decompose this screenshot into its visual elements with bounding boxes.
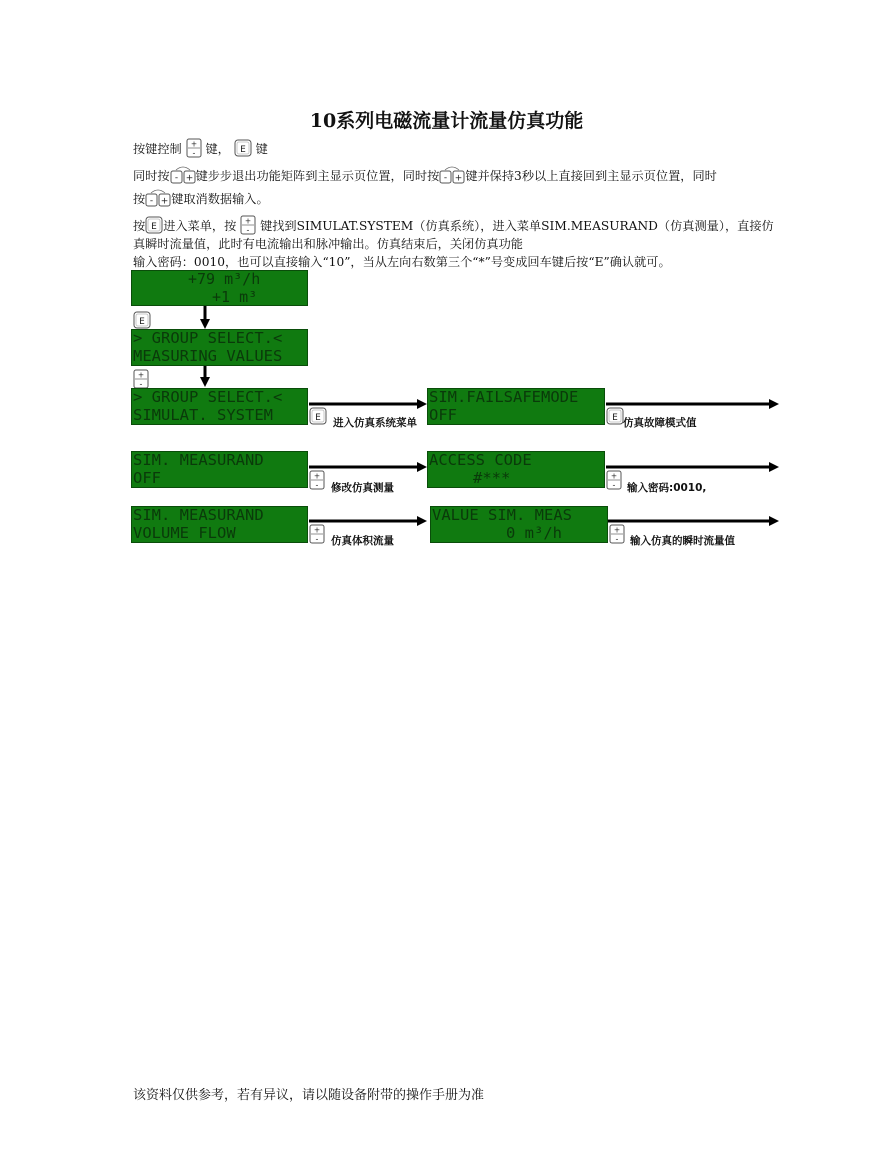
lcd-value-sim-meas xyxy=(430,506,608,543)
footer-disclaimer: 该资料仅供参考，若有异议，请以随设备附带的操作手册为准 xyxy=(133,1088,485,1103)
caption-modify-measurand: 修改仿真测量 xyxy=(331,482,394,494)
lcd-row-1: > GROUP SELECT.< xyxy=(133,329,283,347)
lcd-sim-failsafe xyxy=(427,388,605,425)
lcd-sim-measurand-volume xyxy=(131,506,308,543)
svg-text:-: - xyxy=(444,173,448,183)
lcd-row-1: +79 m³/h xyxy=(188,270,261,288)
lcd-row-2: #*** xyxy=(473,468,511,487)
lcd-row-2: SIMULAT. SYSTEM xyxy=(133,405,273,424)
lcd-row-2: OFF xyxy=(429,405,457,424)
svg-text:-: - xyxy=(612,480,616,490)
caption-enter-flow-value: 输入仿真的瞬时流量值 xyxy=(630,535,735,547)
plus-minus-key-icon xyxy=(609,524,625,548)
lcd-row-1: SIM. MEASURAND xyxy=(133,451,264,469)
svg-text:+: + xyxy=(185,173,193,184)
lcd-sim-measurand-off xyxy=(131,451,308,488)
plus-minus-key-icon xyxy=(309,470,325,494)
lcd-main-display xyxy=(131,270,308,306)
svg-text:-: - xyxy=(315,480,319,490)
lcd-row-2: OFF xyxy=(133,468,161,487)
svg-text:-: - xyxy=(150,196,154,206)
intro-line-1: 按键控制 + - 键， E 键 xyxy=(133,138,268,161)
svg-text:-: - xyxy=(192,148,196,158)
svg-text:E: E xyxy=(315,413,321,423)
plus-minus-key-icon xyxy=(606,470,622,494)
lcd-row-1: ACCESS CODE xyxy=(429,451,532,469)
svg-text:-: - xyxy=(139,379,143,389)
svg-text:+: + xyxy=(245,216,252,226)
lcd-row-2: 0 m³/h xyxy=(506,523,562,542)
intro-line-4: 按 E 进入菜单，按 + - 键找到SIMULAT.SYSTEM（仿真系统），进入菜单SIM.MEASURAND（仿真测量），直接仿 xyxy=(133,215,774,238)
svg-text:E: E xyxy=(612,413,618,423)
intro-line-3: 按 - + 键取消数据输入。 xyxy=(133,188,269,211)
lcd-row-2: VOLUME FLOW xyxy=(133,523,236,542)
svg-text:+: + xyxy=(455,173,463,184)
svg-text:E: E xyxy=(151,222,158,232)
caption-enter-sim-menu: 进入仿真系统菜单 xyxy=(333,417,417,429)
page-title: 10系列电磁流量计流量仿真功能 xyxy=(309,110,584,132)
lcd-group-select-simulat xyxy=(131,388,308,425)
lcd-row-2: +1 m³ xyxy=(212,288,258,306)
svg-text:-: - xyxy=(246,225,250,235)
lcd-access-code xyxy=(427,451,605,488)
lcd-row-1: VALUE SIM. MEAS xyxy=(432,506,572,524)
svg-text:-: - xyxy=(315,534,319,544)
enter-key-icon xyxy=(606,407,624,429)
lcd-row-1: > GROUP SELECT.< xyxy=(133,388,283,406)
svg-text:+: + xyxy=(313,525,321,535)
svg-text:+: + xyxy=(190,139,197,149)
lcd-group-select-measuring xyxy=(131,329,308,366)
svg-text:-: - xyxy=(615,534,619,544)
caption-enter-password: 输入密码:0010, xyxy=(627,482,707,494)
plus-minus-key-icon xyxy=(309,524,325,548)
caption-volume-flow: 仿真体积流量 xyxy=(331,535,394,547)
intro-line-6: 输入密码：0010，也可以直接输入“10”，当从左向右数第三个“*”号变成回车键后按“E”确认就可。 xyxy=(133,255,671,269)
lcd-row-1: SIM.FAILSAFEMODE xyxy=(429,388,579,406)
svg-text:+: + xyxy=(313,471,321,481)
svg-text:-: - xyxy=(174,173,178,183)
svg-text:+: + xyxy=(137,370,145,380)
svg-text:+: + xyxy=(160,196,169,207)
svg-text:+: + xyxy=(613,525,621,535)
svg-text:E: E xyxy=(239,145,246,155)
enter-key-icon xyxy=(309,407,327,429)
svg-text:+: + xyxy=(610,471,618,481)
caption-failsafe-value: 仿真故障模式值 xyxy=(623,417,697,429)
lcd-row-1: SIM. MEASURAND xyxy=(133,506,264,524)
intro-line-5: 真瞬时流量值，此时有电流输出和脉冲输出。仿真结束后，关闭仿真功能 xyxy=(133,237,523,251)
lcd-row-2: MEASURING VALUES xyxy=(133,346,283,365)
svg-text:E: E xyxy=(139,317,145,327)
intro-line-2: 同时按 - + 键步步退出功能矩阵到主显示页位置，同时按 - + 键并保持3秒以上直接回到主显示页位置，同时 xyxy=(133,165,717,188)
